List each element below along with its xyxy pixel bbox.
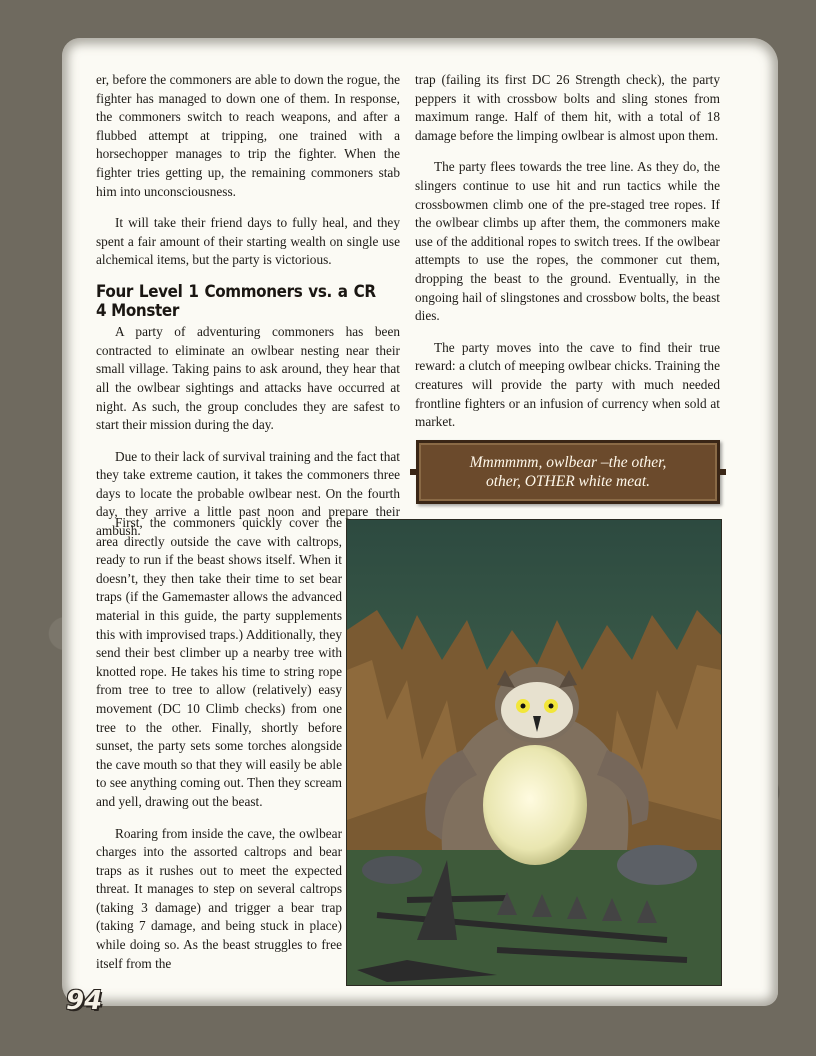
left-column-top	[96, 71, 400, 554]
left-column-bottom	[96, 514, 342, 986]
paragraph: First, the commoners quickly cover the area directly outside the cave with caltrops, ready to run if the beast shows itself. When it doesn’t, they then take their time to set bear traps (if the Gamemaster allows the advanced material in this guide, the party supplements this with improvised traps.) Additionally, they send their best climber up a nearby tree with knotted rope. He takes his time to string rope from tree to tree to allow (relatively) easy movement (DC 10 Climb checks) from one tree to the other. Finally, shortly before sunset, the party sets some torches alongside the cave mouth so that they will easily be able to see anything coming out. Then they scream and yell, drawing out the beast.	[96, 515, 342, 809]
owlbear-illustration	[346, 519, 722, 986]
paragraph: A party of adventuring commoners has been contracted to eliminate an owlbear nesting near their small village. Taking pains to ask around, they hear that all the owlbear sightings and attacks have occurred at night. As such, the group concludes they are safest to start their mission during the day.	[96, 324, 400, 433]
owlbear-art	[347, 520, 721, 985]
section-heading: Four Level 1 Commoners vs. a CR 4 Monster	[96, 281, 376, 320]
paragraph: It will take their friend days to fully heal, and they spent a fair amount of their starting wealth on single use alchemical items, but the party is victorious.	[96, 215, 400, 268]
right-column	[415, 71, 720, 445]
callout-text: Mmmmmm, owlbear –the other, other, OTHER white meat.	[469, 454, 667, 490]
paragraph: Due to their lack of survival training and the fact that they take extreme caution, it takes the commoners three days to locate the probable owlbear nest. On the fourth day, they arrive a little past noon and prepare their ambush.	[96, 448, 400, 539]
paragraph: The party moves into the cave to find their true reward: a clutch of meeping owlbear chicks. Training the creatures will provide the party with much needed frontline fighters or an infusion of currency when sold at market.	[415, 339, 720, 430]
paragraph: trap (failing its first DC 26 Strength check), the party peppers it with crossbow bolts and sling stones from maximum range. Half of them hit, with a total of 18 damage before the limping owlbear is almost upon them.	[415, 72, 720, 143]
paragraph: Roaring from inside the cave, the owlbear charges into the assorted caltrops and bear traps as it rushes out to meet the expected threat. It manages to step on several caltrops (taking 3 damage) and trigger a bear trap (taking 7 damage, and being stuck in place) while doing so. As the beast struggles to free itself from the	[96, 825, 342, 971]
callout-box	[416, 440, 720, 504]
paragraph: er, before the commoners are able to down the rogue, the fighter has managed to down one of them. In response, the commoners switch to reach weapons, and after a flubbed attempt at tripping, one trained with a horsechopper manages to trip the fighter. When the fighter tries getting up, the remaining commoners stab him into unconsciousness.	[96, 72, 400, 199]
page-number: 94	[66, 986, 103, 1016]
paragraph: The party flees towards the tree line. As they do, the slingers continue to use hit and run tactics while the crossbowmen climb one of the pre-staged tree ropes. If the owlbear climbs up after them, the commoners make use of the additional ropes to switch trees. If the owlbear attempts to use the ropes, the commoner cut them, dropping the beast to the ground. Eventually, in the ongoing hail of slingstones and crossbow bolts, the beast dies.	[415, 159, 720, 324]
